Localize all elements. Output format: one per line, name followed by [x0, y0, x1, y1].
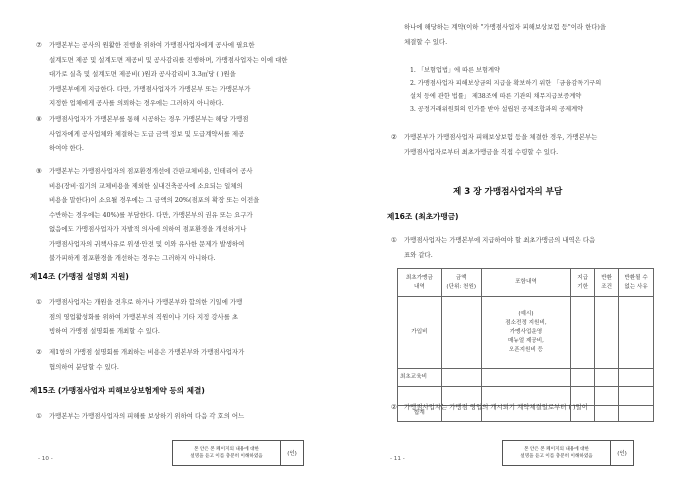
- table-row: [398, 297, 654, 369]
- list-item: 3. 공정거래위원회의 인가를 받아 설립된 공제조합과의 공제계약: [410, 106, 584, 113]
- confirmation-note: 본 안은 본 페이지의 내용에 대한 설명을 듣고 이를 충분히 이해하였음: [173, 441, 281, 465]
- line: 수반하는 경우에는 40%)를 부담한다. 다만, 가맹본부의 권유 또는 요구가: [49, 210, 253, 219]
- article13-para9: ⑨ 가맹본부는 가맹점사업자의 점포환경개선에 간판교체비용, 인테리어 공사 비용(장비·집기의 교체비용을 제외한 실내건축공사에 소요되는 일체의 비용을 말한다)이 소요될 경우에는 그 금액의 20%(점포의 확장 또는 이전을 수반하는 경우에는 40%)를 부담한다. 다만, 가맹본부의 권유 또는 요구가 없음에도 가맹점사업자가 자발적 의사에 의하여 점포환경을 개선하거나 가맹점사업자의 귀책사유로 위생·안전 및 이와 유사한 문제가 발생하여 불가피하게 점포환경을 개선하는 경우는 그러하지 아니하다.: [36, 167, 260, 262]
- line: 가맹점사업자는 가맹점 영업의 개시되기 계약체결일로부터 ( )일이: [404, 403, 588, 411]
- line: 하나에 해당하는 계약(이하 "가맹점사업자 피해보상보험 등"이라 한다)을: [404, 23, 607, 31]
- line: 설계도면 제공 및 설계도면 제공비 및 공사감리를 진행하며, 가맹점사업자는 이에 대한: [49, 55, 288, 64]
- list-item: 1. 「보험업법」에 따른 보험계약: [410, 67, 500, 74]
- line: 표와 같다.: [404, 250, 433, 259]
- non-refundable-cell[interactable]: [619, 369, 654, 387]
- col-header-amount: 금액 (단위: 천원): [441, 269, 481, 297]
- seal-field[interactable]: (인): [287, 451, 297, 457]
- confirmation-note: 본 안은 본 페이지의 내용에 대한 설명을 듣고 이를 충분히 이해하였음: [503, 441, 611, 465]
- line: 가맹본부는 공사의 원활한 진행을 위하여 가맹점사업자에게 공사에 필요한: [49, 41, 255, 49]
- refund-cell[interactable]: [595, 297, 619, 369]
- line: 가맹본부에게 지급한다. 다만, 가맹점사업자가 가맹본부 또는 가맹본부가: [49, 84, 251, 93]
- line: 가맹점사업자가 가맹본부를 통해 시공하는 경우 가맹본부는 해당 가맹점: [49, 115, 249, 123]
- col-header-item: 최초가맹금 내역: [398, 269, 442, 297]
- article14-para1: ① 가맹점사업자는 개원을 전후로 하거나 가맹본부와 합의한 기일에 가맹 점의 영업활성화를 위하여 가맹본부의 직원이나 기타 지정 강사를 초 빙하여 가맹점 설명회를 개최할 수 있다.: [36, 298, 243, 335]
- article16-para1: ① 가맹점사업자는 가맹본부에 지급하여야 할 최초가맹금의 내역은 다음 표와 같다.: [391, 236, 596, 259]
- right-page-number: - 11 -: [390, 456, 405, 462]
- col-header-deadline: 지급 기한: [571, 269, 595, 297]
- list-item: 2. 가맹점사업자 피해보상금의 지급을 확보하기 위한 「금융감독기구의: [410, 80, 602, 87]
- article15-heading: 제15조 (가맹점사업자 피해보상보험계약 등의 체결): [30, 386, 205, 395]
- line: 협의하여 분담할 수 있다.: [49, 362, 119, 371]
- line: 체결할 수 있다.: [404, 37, 448, 46]
- article15-para2: ② 가맹본부가 가맹점사업자 피해보상보험 등을 체결한 경우, 가맹본부는 가맹점사업자로부터 최초가맹금을 직접 수령할 수 있다.: [391, 133, 598, 156]
- col-header-inclusions: 포함내역: [481, 269, 571, 297]
- table-row: [398, 369, 654, 387]
- initial-franchise-fee-table: [391, 268, 654, 422]
- line: 불가피하게 점포환경을 개선하는 경우는 그러하지 아니하다.: [49, 254, 216, 262]
- line: 없음에도 가맹점사업자가 자발적 의사에 의하여 점포환경을 개선하거나: [49, 225, 247, 233]
- line: 점의 영업활성화를 위하여 가맹본부의 직원이나 기타 지정 강사를 초: [49, 312, 239, 321]
- left-confirmation-box: [172, 440, 304, 466]
- article14-heading: 제14조 (가맹점 설명회 지원): [30, 272, 129, 281]
- row-label: 합계: [398, 406, 442, 422]
- line: 비용을 말한다)이 소요될 경우에는 그 금액의 20%(점포의 확장 또는 이전을: [49, 196, 260, 204]
- row-label: 가입비: [398, 297, 442, 369]
- table-header-row: [398, 269, 654, 297]
- line: 대가로 실측 및 설계도면 제공비( )원과 공사감리비 3.3㎡당 ( )원을: [49, 70, 236, 78]
- deadline-cell[interactable]: [571, 369, 595, 387]
- col-header-non-refundable: 반환될 수 없는 사유: [619, 269, 654, 297]
- right-confirmation-box: [502, 440, 634, 466]
- row-label: 최초교육비: [398, 369, 442, 387]
- amount-cell[interactable]: [441, 297, 481, 369]
- line: 비용(장비·집기의 교체비용을 제외한 실내건축공사에 소요되는 일체의: [49, 181, 243, 190]
- article16-heading: 제16조 (최초가맹금): [387, 212, 459, 221]
- line: 사업자에게 공사업체와 체결하는 도급 금액 정보 및 도급계약서를 제공: [49, 129, 245, 138]
- article13-para8: ⑧ 가맹점사업자가 가맹본부를 통해 시공하는 경우 가맹본부는 해당 가맹점 사업자에게 공사업체와 체결하는 도급 금액 정보 및 도급계약서를 제공 하여야 한다.: [36, 115, 249, 152]
- left-page-number: - 10 -: [38, 456, 53, 462]
- line: 가맹점사업자는 가맹본부에 지급하여야 할 최초가맹금의 내역은 다음: [404, 236, 596, 244]
- list-item: 설치 등에 관한 법률」 제38조에 따른 기관의 채무지급보증계약: [410, 93, 582, 100]
- refund-cell[interactable]: [595, 369, 619, 387]
- line: 지정한 업체에게 공사를 의뢰하는 경우에는 그러하지 아니하다.: [49, 99, 224, 107]
- line: 가맹본부가 가맹점사업자 피해보상보험 등을 체결한 경우, 가맹본부는: [404, 133, 598, 141]
- chapter3-title: 제 3 장 가맹점사업자의 부담: [453, 187, 563, 197]
- article13-para7: ⑦ 가맹본부는 공사의 원활한 진행을 위하여 가맹점사업자에게 공사에 필요한 설계도면 제공 및 설계도면 제공비 및 공사감리를 진행하며, 가맹점사업자는 이에 대한 대가로 실측 및 설계도면 제공비( )원과 공사감리비 3.3㎡당 ( )원을 가맹본부에게 지급한다. 다만, 가맹점사업자가 가맹본부 또는 가맹본부가 지정한 업체에게 공사를 의뢰하는 경우에는 그러하지 아니하다.: [36, 41, 288, 107]
- article16-para2: ② 가맹점사업자는 가맹점 영업의 개시되기 계약체결일로부터 ( )일이: [391, 403, 588, 411]
- line: 가맹본부는 가맹점사업자의 피해를 보상하기 위하여 다음 각 호의 어느: [49, 412, 245, 420]
- line: 하여야 한다.: [49, 144, 84, 152]
- article14-para2: ② 제1항의 가맹점 설명회를 개최하는 비용은 가맹본부와 가맹점사업자가 협의하여 분담할 수 있다.: [36, 348, 245, 371]
- inclusions-cell[interactable]: [481, 369, 571, 387]
- deadline-cell[interactable]: [571, 297, 595, 369]
- article15-para1: ① 가맹본부는 가맹점사업자의 피해를 보상하기 위하여 다음 각 호의 어느: [36, 412, 245, 420]
- seal-field[interactable]: (인): [617, 451, 627, 457]
- line: 제1항의 가맹점 설명회를 개최하는 비용은 가맹본부와 가맹점사업자가: [49, 348, 245, 356]
- line: 가맹본부는 가맹점사업자의 점포환경개선에 간판교체비용, 인테리어 공사: [49, 167, 253, 175]
- col-header-refund-condition: 반환 조건: [595, 269, 619, 297]
- amount-cell[interactable]: [441, 369, 481, 387]
- line: 가맹점사업자의 귀책사유로 위생·안전 및 이와 유사한 문제가 발생하여: [49, 239, 245, 248]
- article15-continued: [404, 20, 654, 49]
- non-refundable-cell[interactable]: [619, 297, 654, 369]
- line: 빙하여 가맹점 설명회를 개최할 수 있다.: [49, 327, 160, 335]
- line: 가맹점사업자는 개원을 전후로 하거나 가맹본부와 합의한 기일에 가맹: [49, 298, 243, 306]
- line: 가맹점사업자로부터 최초가맹금을 직접 수령할 수 있다.: [404, 147, 559, 156]
- inclusions-cell: (예시) 점소전정 지원비, 가맹사업운영 매뉴얼 제공비, 오픈지원비 등: [481, 297, 571, 369]
